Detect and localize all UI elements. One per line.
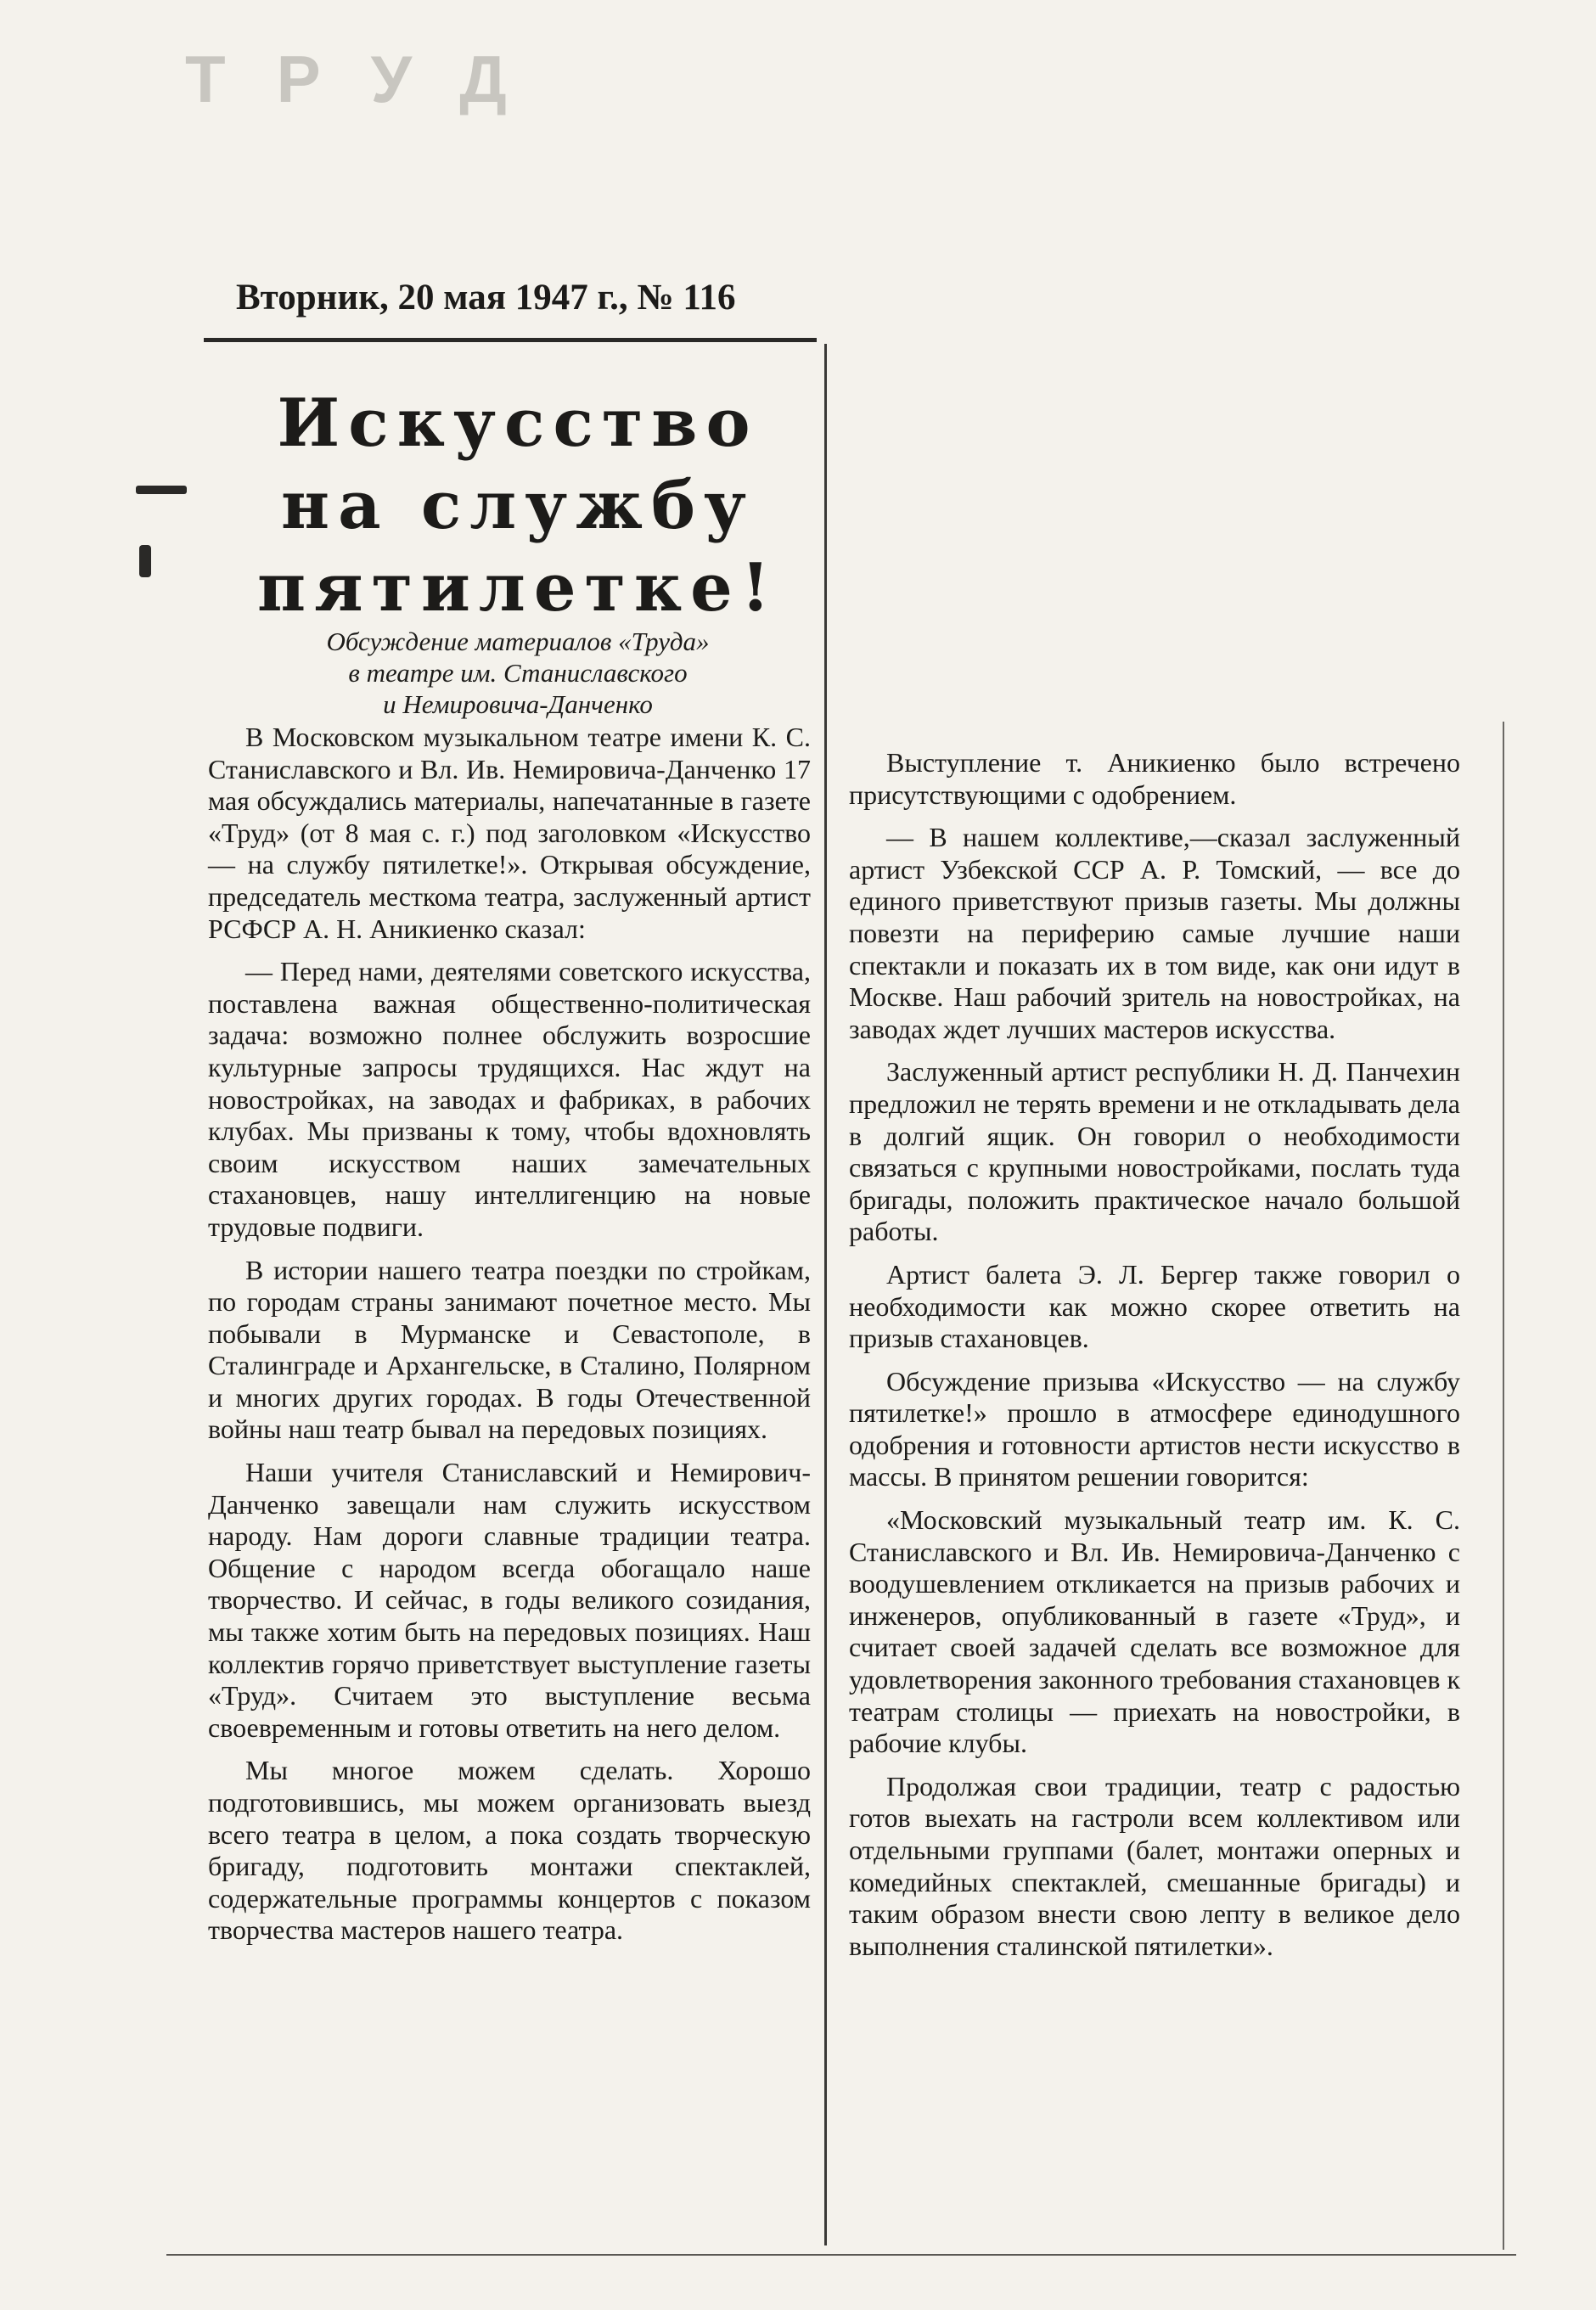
right-edge-rule bbox=[1503, 722, 1504, 2250]
paragraph: Выступление т. Аникиенко было встречено присутствующими с одобрением. bbox=[849, 747, 1460, 810]
masthead-stamp: ТРУД bbox=[185, 42, 558, 116]
subheading-line: в театре им. Станиславского bbox=[348, 658, 688, 688]
margin-mark bbox=[139, 545, 151, 577]
headline-line: на службу bbox=[281, 467, 755, 544]
margin-mark bbox=[136, 486, 187, 494]
paragraph: Мы многое можем сделать. Хорошо подготовившись, мы можем организовать выезд всего театра в целом, а пока создать творческую бригаду, подготовить монтажи спектаклей, содержательные программы концертов с показом творчества мастеров нашего театра. bbox=[208, 1755, 811, 1946]
paragraph: В истории нашего театра поездки по стройкам, по городам страны занимают почетное место. Мы побывали в Мурманске и Севастополе, в Сталинграде и Архангельске, в Сталино, Полярном и многих других городах. В годы Отечественной войны наш театр бывал на передовых позициях. bbox=[208, 1254, 811, 1445]
subheading bbox=[221, 626, 815, 720]
subheading-line: и Немировича-Данченко bbox=[383, 689, 653, 719]
headline bbox=[221, 382, 815, 629]
paragraph: Продолжая свои традиции, театр с радостью готов выехать на гастроли всем коллективом или отдельными группами (балет, монтажи оперных и комедийных спектаклей, смешанные бригады) и таким образом внести свою лепту в великое дело выполнения сталинской пятилетки». bbox=[849, 1770, 1460, 1961]
subheading-line: Обсуждение материалов «Труда» bbox=[326, 627, 710, 656]
top-rule bbox=[204, 338, 817, 342]
bottom-rule bbox=[166, 2254, 1516, 2256]
paragraph: Обсуждение призыва «Искусство — на службу пятилетке!» прошло в атмосфере единодушного одобрения и готовности артистов нести искусство в массы. В принятом решении говорится: bbox=[849, 1365, 1460, 1492]
article-column-left bbox=[208, 722, 811, 1958]
paragraph: «Московский музыкальный театр им. К. С. Станиславского и Вл. Ив. Немировича-Данченко с воодушевлением откликается на призыв рабочих и инженеров, опубликованный в газете «Труд», и считает своей задачей сделать все возможное для удовлетворения законного требования стахановцев к театрам столицы — приехать на новостройки, в рабочие клубы. bbox=[849, 1504, 1461, 1759]
headline-line: пятилетке! bbox=[256, 549, 779, 627]
article-column-right bbox=[849, 747, 1460, 1973]
column-divider bbox=[824, 344, 827, 2245]
paragraph: — Перед нами, деятелями советского искусства, поставлена важная общественно-политическая задача: возможно полнее обслужить возросшие культурные запросы трудящихся. Нас ждут на новостройках, на заводах и фабриках, в рабочих клубах. Мы призваны к тому, чтобы вдохновлять своим искусством наших замечательных стахановцев, нашу интеллигенцию на новые трудовые подвиги. bbox=[208, 956, 811, 1242]
paragraph: — В нашем коллективе,—сказал заслуженный артист Узбекской ССР А. Р. Томский, — все до единого приветствуют призыв газеты. Мы должны повезти на периферию самые лучшие наши спектакли и показать их в том виде, как они идут в Москве. Наш рабочий зритель на новостройках, на заводах ждет лучших мастеров искусства. bbox=[849, 822, 1460, 1044]
date-line: Вторник, 20 мая 1947 г., № 116 bbox=[236, 278, 736, 318]
paragraph: Наши учителя Станиславский и Немирович-Данченко завещали нам служить искусством народу. Нам дороги славные традиции театра. Общение с народом всегда обогащало наше творчество. И сейчас, в годы великого созидания, мы также хотим быть на передовых позициях. Наш коллектив горячо приветствует выступление газеты «Труд». Считаем это выступление весьма своевременным и готовы ответить на него делом. bbox=[208, 1457, 811, 1743]
paragraph: Артист балета Э. Л. Бергер также говорил о необходимости как можно скорее ответить на призыв стахановцев. bbox=[849, 1258, 1460, 1354]
paragraph: Заслуженный артист республики Н. Д. Панчехин предложил не терять времени и не откладывать дела в долгий ящик. Он говорил о необходимости связаться с крупными новостройками, послать туда бригады, положить практическое начало большой работы. bbox=[849, 1056, 1460, 1247]
headline-line: Искусство bbox=[277, 385, 759, 462]
paragraph: В Московском музыкальном театре имени К. С. Станиславского и Вл. Ив. Немировича-Данченко 17 мая обсуждались материалы, напечатанные в газете «Труд» (от 8 мая с. г.) под заголовком «Искусство — на службу пятилетке!». Открывая обсуждение, председатель месткома театра, заслуженный артист РСФСР А. Н. Аникиенко сказал: bbox=[208, 722, 811, 944]
